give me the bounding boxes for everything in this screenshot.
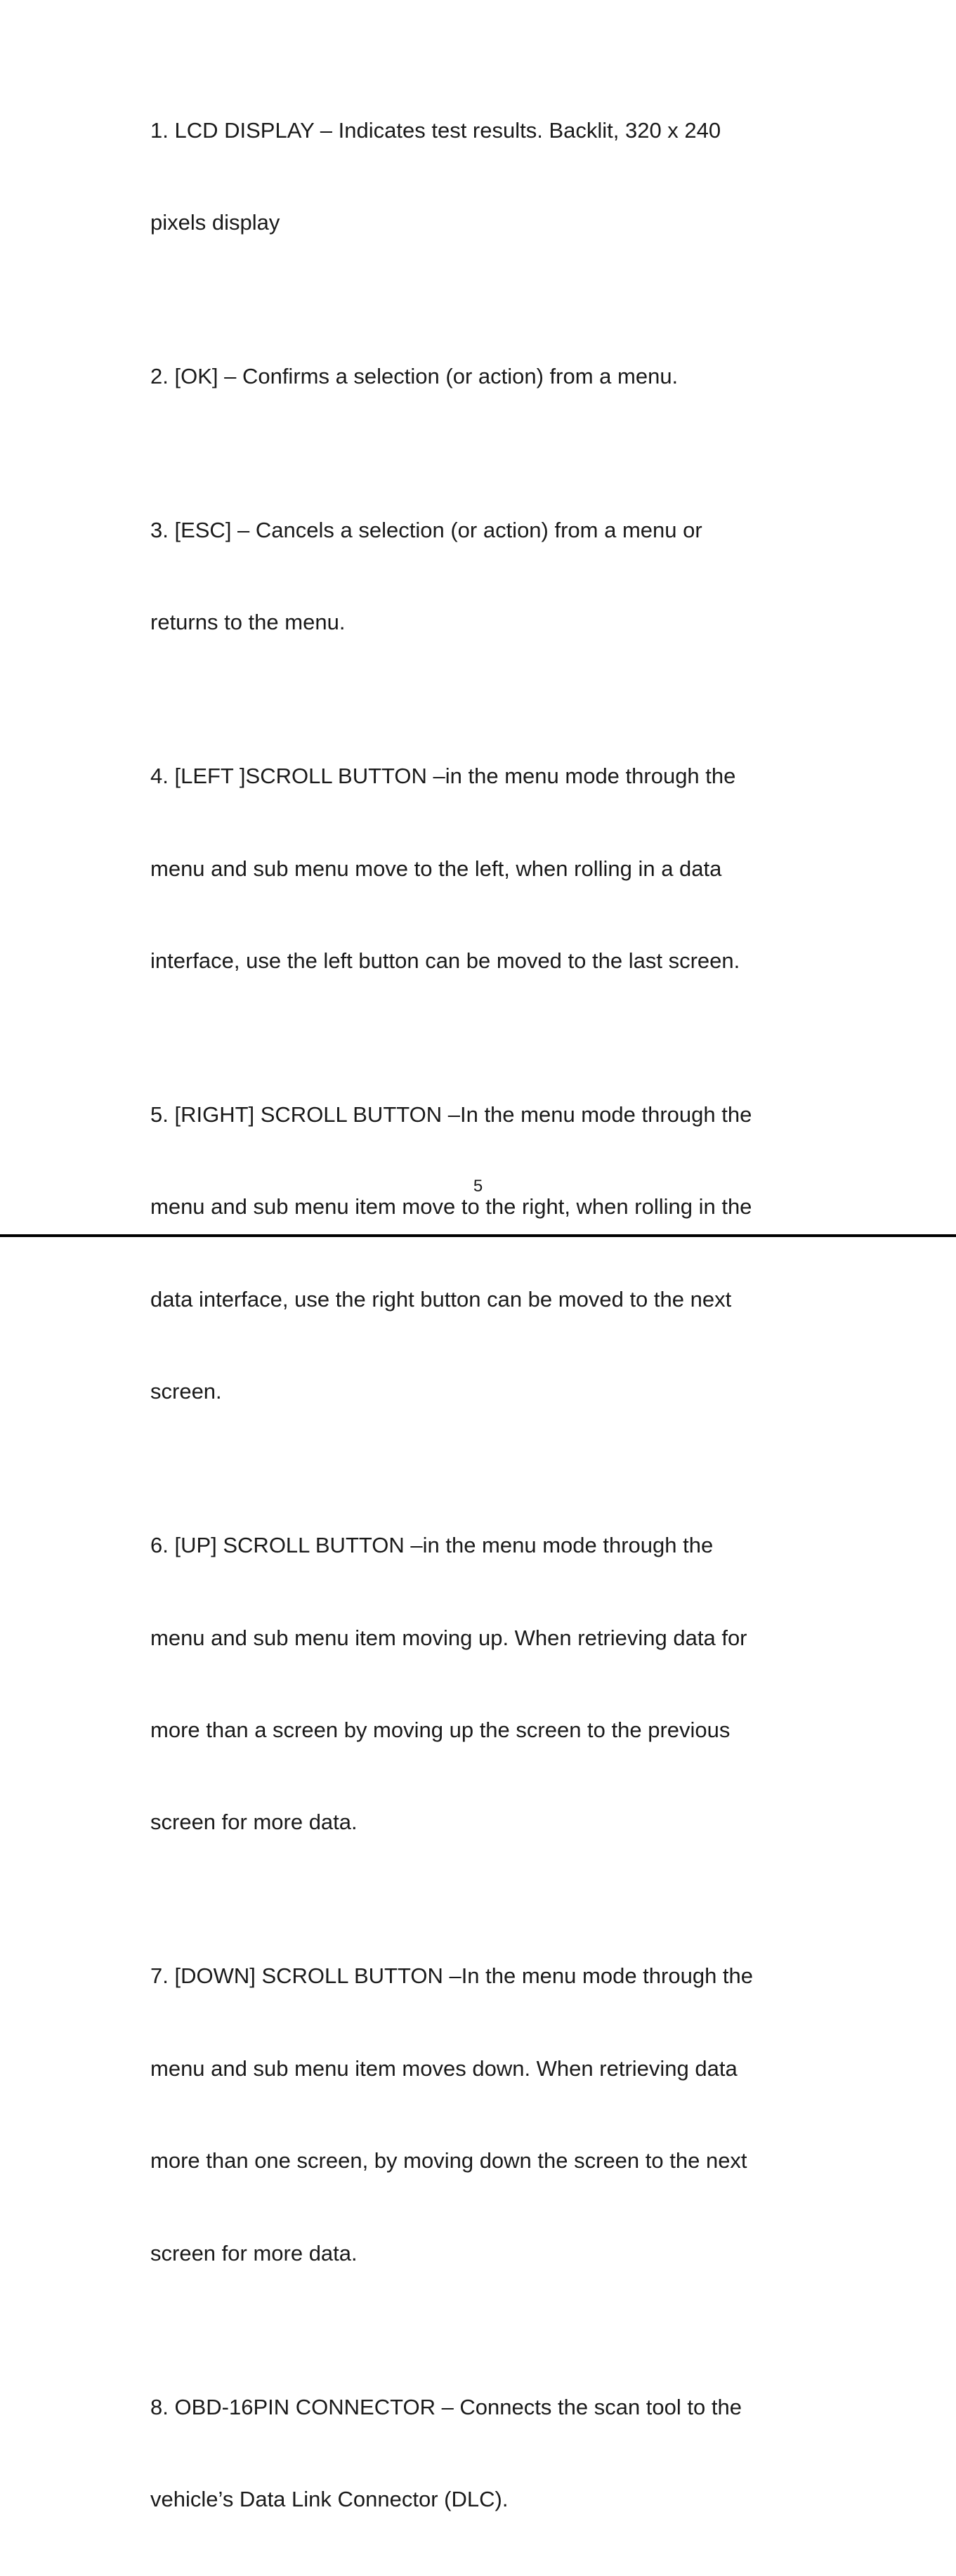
page-number: 5 <box>473 1177 483 1196</box>
component-description-list <box>150 53 811 2576</box>
bottom-border <box>0 1234 956 1237</box>
text-line: data interface, use the right button can be moved to the next <box>150 1286 732 1312</box>
text-line: 6. [UP] SCROLL BUTTON –in the menu mode through the <box>150 1533 714 1558</box>
text-line: interface, use the left button can be moved to the last screen. <box>150 948 740 974</box>
list-item-left-scroll-button <box>150 700 811 1038</box>
text-line: pixels display <box>150 209 280 235</box>
list-item-esc-button <box>150 453 811 699</box>
text-line: screen for more data. <box>150 1810 358 1835</box>
text-line: more than a screen by moving up the screen to the previous <box>150 1718 731 1743</box>
list-item-lcd-display <box>150 53 811 299</box>
text-line: more than one screen, by moving down the screen to the next <box>150 2148 747 2173</box>
list-item-right-scroll-button <box>150 1038 811 1469</box>
text-line: 2. [OK] – Confirms a selection (or action) from a menu. <box>150 363 679 388</box>
text-line: menu and sub menu move to the left, when rolling in a data <box>150 856 722 881</box>
text-line: menu and sub menu item moves down. When retrieving data <box>150 2055 738 2081</box>
text-line: 8. OBD-16PIN CONNECTOR – Connects the scan tool to the <box>150 2394 742 2419</box>
list-item-ok-button <box>150 299 811 453</box>
text-line: returns to the menu. <box>150 610 346 635</box>
text-line: 1. LCD DISPLAY – Indicates test results. Backlit, 320 x 240 <box>150 117 721 143</box>
text-line: menu and sub menu item move to the right, when rolling in the <box>150 1194 752 1220</box>
text-line: vehicle’s Data Link Connector (DLC). <box>150 2486 509 2511</box>
list-item-up-scroll-button <box>150 1469 811 1900</box>
text-line: screen for more data. <box>150 2240 358 2266</box>
text-line: menu and sub menu item moving up. When retrieving data for <box>150 1625 747 1650</box>
text-line: 5. [RIGHT] SCROLL BUTTON –In the menu mode through the <box>150 1102 752 1127</box>
list-item-down-scroll-button <box>150 1900 811 2330</box>
text-line: 3. [ESC] – Cancels a selection (or action) from a menu or <box>150 517 702 542</box>
text-line: screen. <box>150 1379 222 1404</box>
text-line: 4. [LEFT ]SCROLL BUTTON –in the menu mode through the <box>150 764 736 789</box>
list-item-obd-connector <box>150 2330 811 2576</box>
text-line: 7. [DOWN] SCROLL BUTTON –In the menu mode through the <box>150 1963 754 1989</box>
